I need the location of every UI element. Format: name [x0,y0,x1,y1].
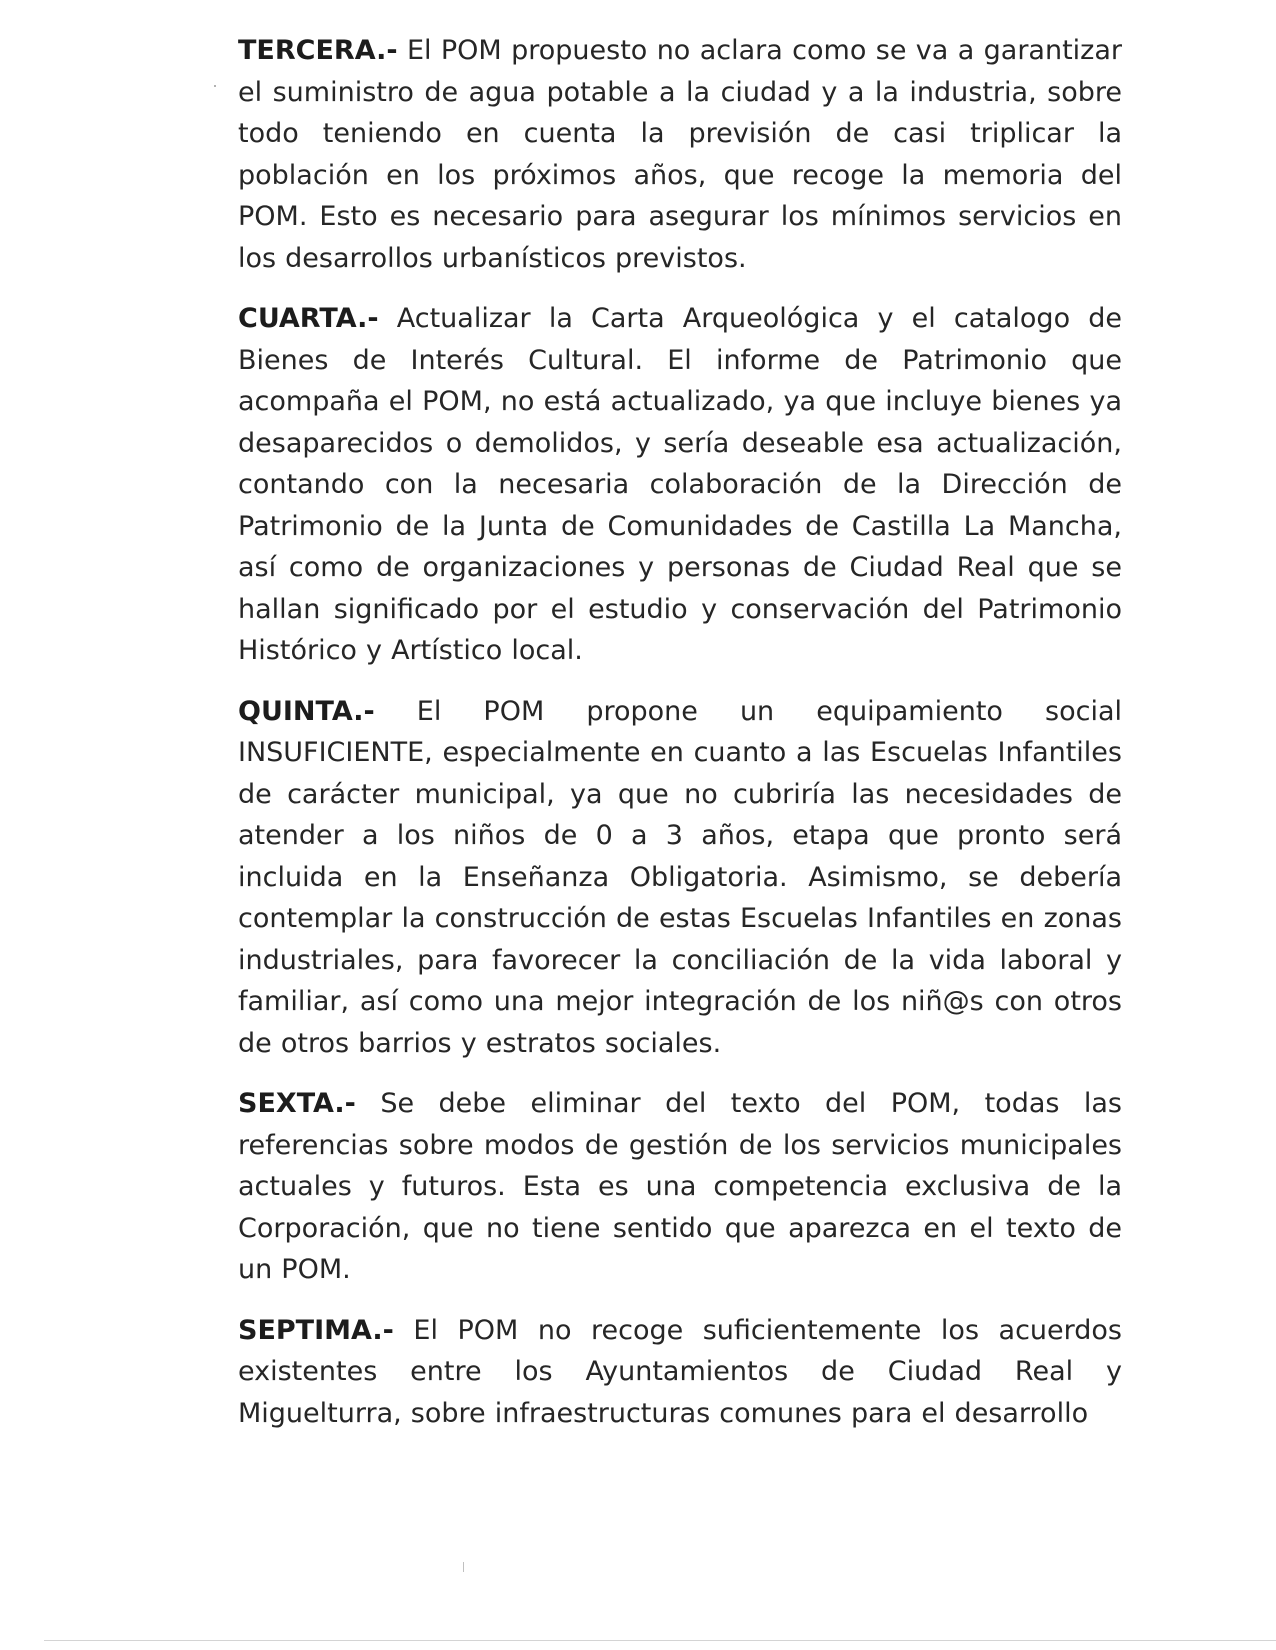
section-septima [238,1310,1122,1435]
section-heading: SEPTIMA.- [238,1314,394,1346]
section-heading: TERCERA.- [238,35,398,66]
section-quinta [238,691,1122,1065]
section-heading: CUARTA.- [238,303,379,334]
section-text: Se debe eliminar del texto del POM, todas las referencias sobre modos de gestión de los servicios municipales actuales y futuros. Esta es una competencia exclusiva de la Corporación, que no tiene sentido que aparezca en el texto de un POM. [238,1088,1122,1285]
document-page [238,30,1122,1453]
section-tercera [238,30,1122,279]
section-text: Actualizar la Carta Arqueológica y el catalogo de Bienes de Interés Cultural. El informe de Patrimonio que acompaña el POM, no está actualizado, ya que incluye bienes ya desaparecidos o demolidos, y sería deseable esa actualización, contando con la necesaria colaboración de la Dirección de Patrimonio de la Junta de Comunidades de Castilla La Mancha, así como de organizaciones y personas de Ciudad Real que se hallan significado por el estudio y conservación del Patrimonio Histórico y Artístico local. [238,303,1122,666]
section-cuarta [238,298,1122,672]
page-bottom-rule [44,1640,1276,1641]
scan-speck [463,1562,464,1572]
section-heading: SEXTA.- [238,1088,356,1119]
section-text: El POM propuesto no aclara como se va a garantizar el suministro de agua potable a la ciudad y a la industria, sobre todo teniendo en cuenta la previsión de casi triplicar la población en los próximos años, que recoge la memoria del POM. Esto es necesario para asegurar los mínimos servicios en los desarrollos urbanísticos previstos. [238,35,1122,274]
section-heading: QUINTA.- [238,695,375,727]
section-text: El POM propone un equipamiento social INSUFICIENTE, especialmente en cuanto a las Escuelas Infantiles de carácter municipal, ya que no cubriría las necesidades de atender a los niños de 0 a 3 años, etapa que pronto será incluida en la Enseñanza Obligatoria. Asimismo, se debería contemplar la construcción de estas Escuelas Infantiles en zonas industriales, para favorecer la conciliación de la vida laboral y familiar, así como una mejor integración de los niñ@s con otros de otros barrios y estratos sociales. [238,695,1122,1059]
section-sexta [238,1083,1122,1291]
scan-speck [214,85,216,87]
section-text: El POM no recoge suficientemente los acuerdos existentes entre los Ayuntamientos de Ciudad Real y Miguelturra, sobre infraestructuras comunes para el desarrollo [238,1314,1122,1429]
